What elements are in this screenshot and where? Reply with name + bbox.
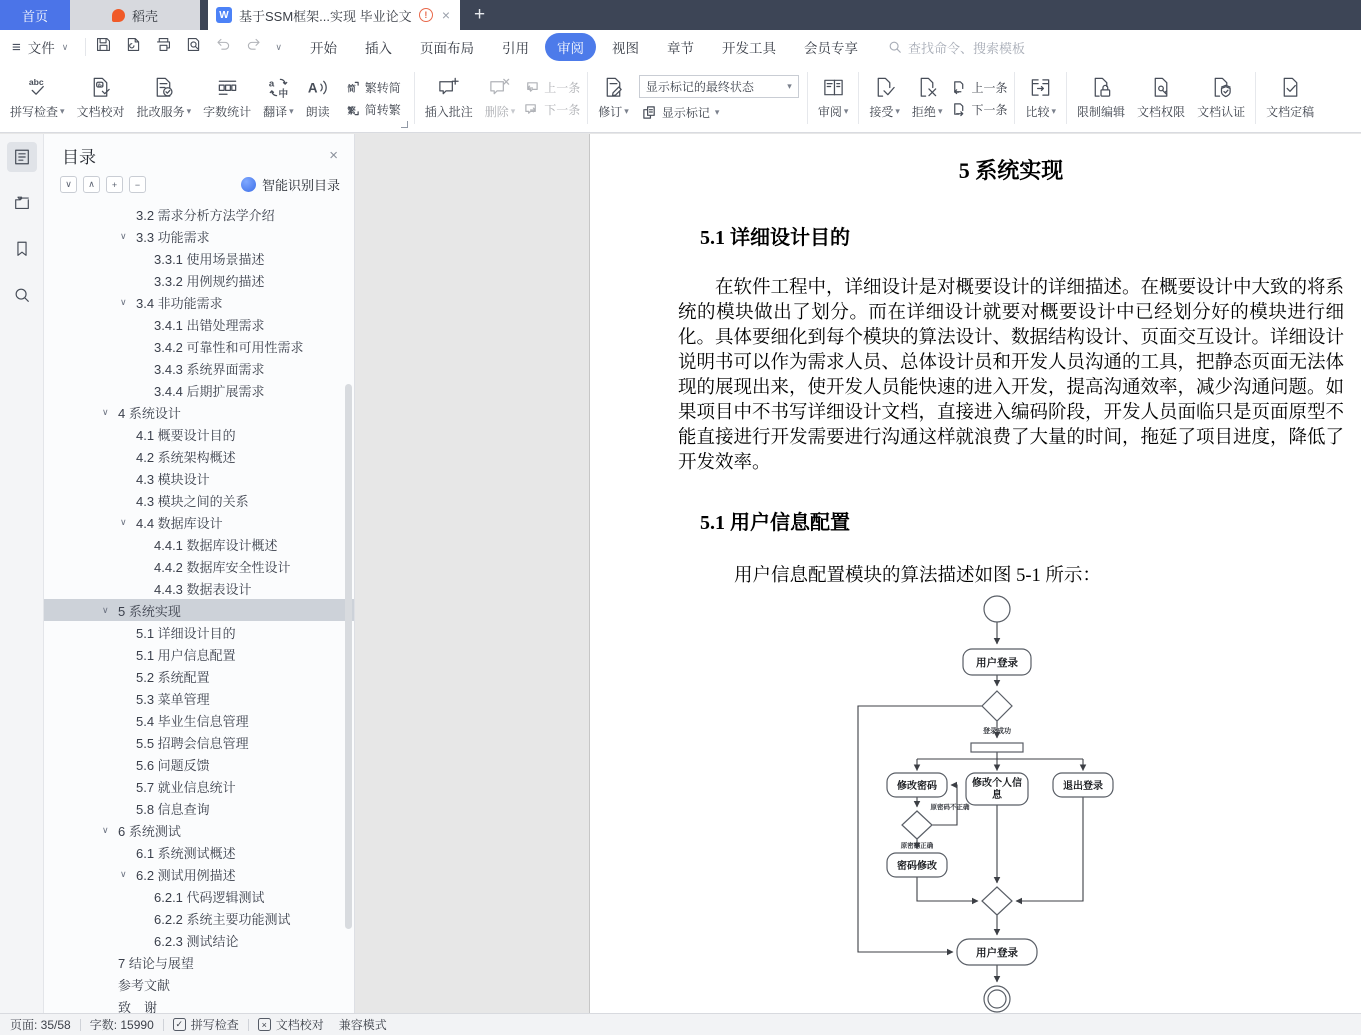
insert-comment-icon bbox=[437, 76, 460, 99]
toc-item-label: 3.4 非功能需求 bbox=[136, 295, 223, 311]
next-change-icon bbox=[951, 102, 966, 117]
flow-pwd-decision bbox=[902, 811, 932, 839]
toc-item-label: 致 谢 bbox=[118, 999, 158, 1013]
svg-text:a-: a- bbox=[97, 82, 103, 89]
doc-certify-icon bbox=[1210, 76, 1233, 99]
toc-item-label: 5.1 用户信息配置 bbox=[136, 647, 236, 663]
toc-item[interactable] bbox=[44, 577, 354, 599]
doc-heading-2a: 5.1 详细设计目的 bbox=[700, 227, 850, 249]
toc-panel bbox=[44, 134, 355, 1013]
quick-access-toolbar bbox=[95, 36, 282, 58]
chevron-down-icon: ▾ bbox=[289, 106, 294, 116]
reject-change-icon bbox=[916, 76, 939, 99]
comments-group bbox=[419, 64, 584, 132]
toc-item-label: 3.2 需求分析方法学介绍 bbox=[136, 207, 275, 223]
chevron-down-icon: ▾ bbox=[843, 106, 849, 116]
restrict-editing-icon bbox=[1090, 76, 1113, 99]
toc-list bbox=[44, 201, 354, 1013]
toc-item[interactable] bbox=[44, 291, 354, 313]
toc-item[interactable] bbox=[44, 555, 354, 577]
review-pane-group bbox=[812, 64, 855, 132]
toc-item-label: 3.3.1 使用场景描述 bbox=[154, 251, 265, 267]
toc-item[interactable] bbox=[44, 313, 354, 335]
toc-item-label: 6.2.3 测试结论 bbox=[154, 933, 239, 949]
toc-item[interactable] bbox=[44, 357, 354, 379]
trad-to-simp-icon bbox=[345, 80, 360, 95]
warning-icon[interactable]: ! bbox=[419, 8, 433, 22]
menu-tab[interactable]: 审阅 bbox=[545, 33, 596, 61]
menu-tab[interactable]: 页面布局 bbox=[419, 41, 474, 56]
finalize-group bbox=[1260, 64, 1320, 132]
bookmark-button[interactable] bbox=[7, 234, 37, 264]
chevron-down-icon: ▾ bbox=[714, 106, 720, 117]
ribbon bbox=[0, 64, 1361, 133]
chevron-down-icon: ▾ bbox=[60, 106, 65, 116]
toc-item[interactable] bbox=[44, 511, 354, 533]
toc-panel-button[interactable] bbox=[7, 142, 37, 172]
toc-item-label: 4.4 数据库设计 bbox=[136, 515, 223, 531]
doc-figure-caption: 用户信息配置模块的算法描述如图 5-1 所示： bbox=[734, 566, 1101, 586]
svg-text:a: a bbox=[268, 78, 275, 90]
toc-item[interactable] bbox=[44, 401, 354, 423]
divider bbox=[163, 1019, 164, 1031]
protect-group bbox=[1071, 64, 1251, 132]
doc-paragraph: 在软件工程中，详细设计是对概要设计的详细描述。在概要设计中大致的将系统的模块做出了划分。而在详细设计就要对概要设计中已经划分好的模块进行细化。具体要细化到每个模块的算法设计、数据结构设计、页面交互设计。详细设计说明书可以作为需求人员、总体设计员和开发人员沟通的工具，把静态页面无法体现的展现出来，使开发人员能快速的进入开发，提高沟通效率，减少沟通问题。如果项目中不书写详细设计文档，直接进入编码阶段，开发人员面临只是页面原型不能直接进行开发需要进行沟通这样就浪费了大量的时间，拖延了项目进度，降低了开发效率。 bbox=[678, 278, 1345, 473]
doc-permission-icon bbox=[1150, 76, 1173, 99]
previous-change-button[interactable]: 上一条 bbox=[948, 78, 1010, 97]
chapter-nav-button[interactable] bbox=[7, 188, 37, 218]
outline-icon bbox=[13, 148, 31, 166]
ribbon-separator bbox=[1255, 72, 1256, 124]
doc-proof-status[interactable]: × 文档校对 bbox=[258, 1016, 324, 1033]
changes-group bbox=[863, 64, 1010, 132]
svg-text:用户登录: 用户登录 bbox=[976, 657, 1018, 669]
toc-item[interactable] bbox=[44, 841, 354, 863]
toc-item[interactable] bbox=[44, 797, 354, 819]
chevron-down-icon: ▾ bbox=[624, 106, 629, 116]
toc-item[interactable] bbox=[44, 951, 354, 973]
toc-item-label: 3.3 功能需求 bbox=[136, 229, 210, 245]
delete-comment-icon bbox=[488, 76, 511, 99]
toc-item[interactable] bbox=[44, 929, 354, 951]
spell-check-button[interactable]: abc 拼写检查 ▾ bbox=[10, 77, 65, 119]
chevron-down-icon: ∨ bbox=[61, 41, 69, 52]
menu-tab[interactable]: 开始 bbox=[309, 41, 337, 56]
menu-tabs bbox=[298, 33, 870, 61]
export-pdf-button[interactable] bbox=[125, 36, 142, 58]
collapse-level-button[interactable]: − bbox=[129, 176, 146, 193]
svg-text:A: A bbox=[308, 80, 318, 96]
check-icon: ✓ bbox=[173, 1018, 186, 1031]
content-area bbox=[0, 134, 1361, 1013]
divider bbox=[85, 38, 86, 56]
menu-tab[interactable]: 引用 bbox=[501, 41, 529, 56]
restrict-editing-button[interactable]: 限制编辑 bbox=[1071, 74, 1131, 122]
toc-item-label: 5.2 系统配置 bbox=[136, 669, 210, 685]
chevron-down-icon: ▾ bbox=[1051, 106, 1057, 116]
toc-item-label: 5.8 信息查询 bbox=[136, 801, 210, 817]
next-change-button[interactable]: 下一条 bbox=[948, 100, 1010, 119]
svg-text:登录成功: 登录成功 bbox=[983, 728, 1011, 735]
svg-text:中: 中 bbox=[278, 89, 288, 99]
toc-item-label: 4 系统设计 bbox=[118, 405, 181, 421]
toc-item-label: 3.4.2 可靠性和可用性需求 bbox=[154, 339, 304, 355]
toc-item[interactable] bbox=[44, 423, 354, 445]
menu-tab[interactable]: 视图 bbox=[611, 41, 639, 56]
svg-text:abc: abc bbox=[28, 77, 44, 88]
doc-certify-button[interactable]: 文档认证 bbox=[1191, 74, 1251, 122]
toc-item-label: 5.3 菜单管理 bbox=[136, 691, 210, 707]
toc-item[interactable] bbox=[44, 775, 354, 797]
toc-item[interactable] bbox=[44, 533, 354, 555]
home-tab[interactable]: 首页 bbox=[0, 0, 70, 30]
command-search[interactable] bbox=[888, 38, 1025, 57]
trad-to-simp-button[interactable]: 简 繁转简 bbox=[342, 78, 404, 97]
ribbon-separator bbox=[414, 72, 415, 124]
activity-flowchart bbox=[850, 591, 1150, 1015]
file-menu-button[interactable] bbox=[12, 37, 76, 57]
ribbon-separator bbox=[1014, 72, 1015, 124]
previous-comment-icon bbox=[524, 80, 539, 95]
toc-item-label: 4.3 模块设计 bbox=[136, 471, 210, 487]
simp-to-trad-button[interactable]: 繁 简转繁 bbox=[342, 100, 404, 119]
toc-item-label: 6 系统测试 bbox=[118, 823, 181, 839]
toc-item-label: 5 系统实现 bbox=[118, 603, 181, 619]
smart-recognize-toc-button[interactable]: 智能识别目录 bbox=[241, 175, 340, 194]
toc-item-label: 4.4.3 数据表设计 bbox=[154, 581, 252, 597]
toc-item[interactable] bbox=[44, 819, 354, 841]
menubar bbox=[0, 30, 1361, 64]
ribbon-separator bbox=[858, 72, 859, 124]
translate-button[interactable]: a 中 翻译 ▾ bbox=[257, 74, 300, 122]
proofing-group bbox=[4, 64, 410, 132]
chevron-down-icon[interactable]: ∨ bbox=[120, 296, 127, 307]
toc-item-label: 3.4.1 出错处理需求 bbox=[154, 317, 265, 333]
toc-item-label: 5.6 问题反馈 bbox=[136, 757, 210, 773]
toc-item[interactable] bbox=[44, 445, 354, 467]
tracking-group bbox=[592, 64, 803, 132]
customize-quick-access-icon[interactable]: ∨ bbox=[275, 41, 282, 52]
titlebar bbox=[0, 0, 1361, 30]
chevron-down-icon[interactable]: ∨ bbox=[120, 230, 127, 241]
ribbon-separator bbox=[587, 72, 588, 124]
previous-change-icon bbox=[951, 80, 966, 95]
docer-icon bbox=[112, 9, 125, 22]
toc-item[interactable] bbox=[44, 731, 354, 753]
previous-comment-button[interactable]: 上一条 bbox=[521, 78, 583, 97]
toc-item[interactable] bbox=[44, 753, 354, 775]
toc-item[interactable] bbox=[44, 687, 354, 709]
svg-text:用户登录: 用户登录 bbox=[976, 947, 1018, 959]
collapse-all-button[interactable]: ∨ bbox=[60, 176, 77, 193]
toc-scrollbar[interactable] bbox=[345, 384, 352, 929]
reject-change-button[interactable]: 拒绝 ▾ bbox=[906, 74, 949, 122]
bookmark-icon bbox=[13, 240, 31, 258]
toc-item-label: 4.4.2 数据库安全性设计 bbox=[154, 559, 291, 575]
chevron-down-icon: ▾ bbox=[510, 106, 516, 116]
svg-text:修改密码: 修改密码 bbox=[897, 781, 937, 792]
toc-item-label: 参考文献 bbox=[118, 977, 171, 993]
side-icon-strip bbox=[0, 134, 44, 1013]
svg-text:原密码正确: 原密码正确 bbox=[900, 842, 934, 850]
svg-text:简: 简 bbox=[347, 82, 356, 93]
close-tab-icon[interactable]: × bbox=[441, 7, 450, 23]
delete-comment-button[interactable]: 删除 ▾ bbox=[479, 74, 522, 122]
doc-proofread-button[interactable]: a- 文档校对 bbox=[71, 74, 131, 122]
flow-login-decision bbox=[982, 691, 1012, 721]
chevron-down-icon[interactable]: ∨ bbox=[120, 868, 127, 879]
doc-finalize-icon bbox=[1279, 76, 1302, 99]
redo-button[interactable] bbox=[245, 36, 262, 58]
show-markup-icon bbox=[642, 105, 657, 120]
smart-toc-icon bbox=[241, 177, 256, 192]
accept-change-button[interactable]: 接受 ▾ bbox=[863, 74, 906, 122]
compare-button[interactable]: 比较 ▾ bbox=[1019, 74, 1062, 122]
track-changes-icon bbox=[602, 76, 625, 99]
close-icon[interactable]: × bbox=[329, 147, 338, 164]
chapter-icon bbox=[13, 194, 31, 212]
toc-item[interactable] bbox=[44, 973, 354, 995]
hamburger-icon: ≡ bbox=[12, 38, 21, 56]
toc-item[interactable] bbox=[44, 621, 354, 643]
save-button[interactable] bbox=[95, 36, 112, 58]
command-search-placeholder: 查找命令、搜索模板 bbox=[907, 40, 1025, 56]
toc-item-label: 6.2.1 代码逻辑测试 bbox=[154, 889, 265, 905]
document-page[interactable] bbox=[590, 134, 1361, 1013]
docer-tab-label: 稻壳 bbox=[131, 8, 158, 24]
review-pane-button[interactable]: 审阅 ▾ bbox=[812, 74, 855, 122]
spell-check-status[interactable]: ✓ 拼写检查 bbox=[173, 1016, 239, 1033]
word-count-indicator[interactable]: 字数: 15990 bbox=[89, 1018, 154, 1032]
menu-tab[interactable]: 插入 bbox=[364, 41, 392, 56]
expand-level-button[interactable]: + bbox=[106, 176, 123, 193]
document-tab[interactable] bbox=[208, 0, 460, 30]
accept-change-icon bbox=[873, 76, 896, 99]
correction-service-icon bbox=[152, 76, 175, 99]
toc-item[interactable] bbox=[44, 995, 354, 1013]
toc-item-label: 3.3.2 用例规约描述 bbox=[154, 273, 265, 289]
document-area bbox=[355, 134, 1361, 1013]
chevron-down-icon: ▾ bbox=[937, 106, 943, 116]
doc-proofread-icon bbox=[89, 76, 112, 99]
toc-item[interactable] bbox=[44, 247, 354, 269]
ribbon-separator bbox=[807, 72, 808, 124]
new-tab-button[interactable]: + bbox=[474, 4, 486, 25]
svg-text:退出登录: 退出登录 bbox=[1063, 781, 1103, 792]
file-menu-label: 文件 bbox=[27, 41, 55, 56]
toc-item-label: 5.1 详细设计目的 bbox=[136, 625, 236, 641]
svg-text:密码修改: 密码修改 bbox=[897, 861, 937, 872]
chevron-down-icon[interactable]: ∨ bbox=[102, 406, 109, 417]
toc-item-label: 6.2 测试用例描述 bbox=[136, 867, 236, 883]
translate-icon bbox=[267, 76, 290, 99]
toc-item[interactable] bbox=[44, 885, 354, 907]
toc-panel-title: 目录 bbox=[62, 148, 96, 167]
correction-service-button[interactable]: 批改服务 ▾ bbox=[131, 74, 198, 122]
menu-tab[interactable]: 章节 bbox=[666, 41, 694, 56]
chevron-down-icon[interactable]: ∨ bbox=[102, 604, 109, 615]
doc-permission-button[interactable]: 文档权限 bbox=[1131, 74, 1191, 122]
search-icon bbox=[13, 286, 31, 304]
word-count-button[interactable]: 字数统计 bbox=[197, 74, 257, 122]
divider bbox=[248, 1019, 249, 1031]
undo-button[interactable] bbox=[215, 36, 232, 58]
toc-item-label: 3.4.3 系统界面需求 bbox=[154, 361, 265, 377]
next-comment-button[interactable]: 下一条 bbox=[521, 100, 583, 119]
toc-item[interactable] bbox=[44, 863, 354, 885]
toc-item-label: 7 结论与展望 bbox=[118, 955, 194, 971]
toc-item[interactable] bbox=[44, 907, 354, 929]
menu-tab[interactable]: 会员专享 bbox=[803, 41, 858, 56]
toc-item[interactable] bbox=[44, 709, 354, 731]
simp-to-trad-icon bbox=[345, 102, 360, 117]
toc-item[interactable] bbox=[44, 665, 354, 687]
print-button[interactable] bbox=[155, 36, 172, 58]
read-aloud-icon bbox=[306, 76, 329, 99]
search-icon bbox=[888, 40, 902, 54]
svg-text:息: 息 bbox=[992, 790, 1002, 801]
docer-tab[interactable] bbox=[70, 0, 200, 30]
doc-heading-1: 5 系统实现 bbox=[958, 158, 1064, 183]
toc-item-label: 4.2 系统架构概述 bbox=[136, 449, 236, 465]
toc-item[interactable] bbox=[44, 643, 354, 665]
track-changes-button[interactable]: 修订 ▾ bbox=[592, 74, 635, 122]
toc-item-label: 5.7 就业信息统计 bbox=[136, 779, 236, 795]
toc-item[interactable] bbox=[44, 379, 354, 401]
toc-item-label: 6.2.2 系统主要功能测试 bbox=[154, 911, 291, 927]
find-button[interactable] bbox=[7, 280, 37, 310]
chevron-down-icon[interactable]: ∨ bbox=[102, 824, 109, 835]
toc-toolbar bbox=[44, 170, 354, 201]
insert-comment-button[interactable]: 插入批注 bbox=[419, 74, 479, 122]
compat-mode-badge: 兼容模式 bbox=[338, 1018, 387, 1032]
svg-text:繁: 繁 bbox=[347, 104, 356, 115]
toc-item-label: 5.5 招聘会信息管理 bbox=[136, 735, 249, 751]
toc-item[interactable] bbox=[44, 225, 354, 247]
chevron-down-icon: ▾ bbox=[186, 106, 192, 116]
doc-heading-2b: 5.1 用户信息配置 bbox=[700, 512, 850, 534]
markup-state-select[interactable]: 显示标记的最终状态 ▾ bbox=[639, 75, 799, 98]
toc-item[interactable] bbox=[44, 203, 354, 225]
document-tab-title: 基于SSM框架...实现 毕业论文 bbox=[239, 8, 412, 24]
toc-item-label: 5.4 毕业生信息管理 bbox=[136, 713, 249, 729]
print-preview-button[interactable] bbox=[185, 36, 202, 58]
wps-writer-icon: W bbox=[216, 7, 232, 23]
toc-item[interactable] bbox=[44, 467, 354, 489]
toc-item[interactable] bbox=[44, 269, 354, 291]
menu-tab[interactable]: 开发工具 bbox=[721, 41, 776, 56]
toc-item-label: 6.1 系统测试概述 bbox=[136, 845, 236, 861]
toc-item-label: 4.3 模块之间的关系 bbox=[136, 493, 249, 509]
svg-text:修改个人信: 修改个人信 bbox=[972, 778, 1022, 789]
toc-item-label: 4.1 概要设计目的 bbox=[136, 427, 236, 443]
group-dialog-launcher[interactable] bbox=[401, 121, 408, 128]
show-markup-button[interactable]: 显示标记 ▾ bbox=[639, 103, 799, 122]
flow-start-node bbox=[984, 596, 1010, 622]
toc-item[interactable] bbox=[44, 599, 354, 621]
chevron-down-icon: ▾ bbox=[787, 80, 792, 91]
chevron-down-icon: ▾ bbox=[895, 106, 900, 116]
toc-item-label: 3.4.4 后期扩展需求 bbox=[154, 383, 265, 399]
spell-check-icon bbox=[26, 76, 49, 99]
flow-end-node-inner bbox=[988, 990, 1006, 1008]
divider bbox=[80, 1019, 81, 1031]
flow-merge-decision bbox=[982, 887, 1012, 915]
toc-item[interactable] bbox=[44, 335, 354, 357]
expand-all-button[interactable]: ∧ bbox=[83, 176, 100, 193]
next-comment-icon bbox=[524, 102, 539, 117]
svg-text:原密码不正确: 原密码不正确 bbox=[930, 804, 970, 811]
chevron-down-icon[interactable]: ∨ bbox=[120, 516, 127, 527]
read-aloud-button[interactable]: A 朗读 bbox=[300, 74, 336, 122]
compare-icon bbox=[1029, 76, 1052, 99]
statusbar bbox=[0, 1013, 1361, 1035]
review-pane-icon bbox=[822, 76, 845, 99]
word-count-icon bbox=[216, 76, 239, 99]
cross-icon: × bbox=[258, 1018, 271, 1031]
ribbon-separator bbox=[1066, 72, 1067, 124]
compare-group bbox=[1019, 64, 1062, 132]
page-indicator[interactable]: 页面: 35/58 bbox=[10, 1018, 71, 1032]
toc-item[interactable] bbox=[44, 489, 354, 511]
doc-finalize-button[interactable]: 文档定稿 bbox=[1260, 74, 1320, 122]
toc-item-label: 4.4.1 数据库设计概述 bbox=[154, 537, 278, 553]
flow-fork-bar bbox=[971, 743, 1023, 752]
